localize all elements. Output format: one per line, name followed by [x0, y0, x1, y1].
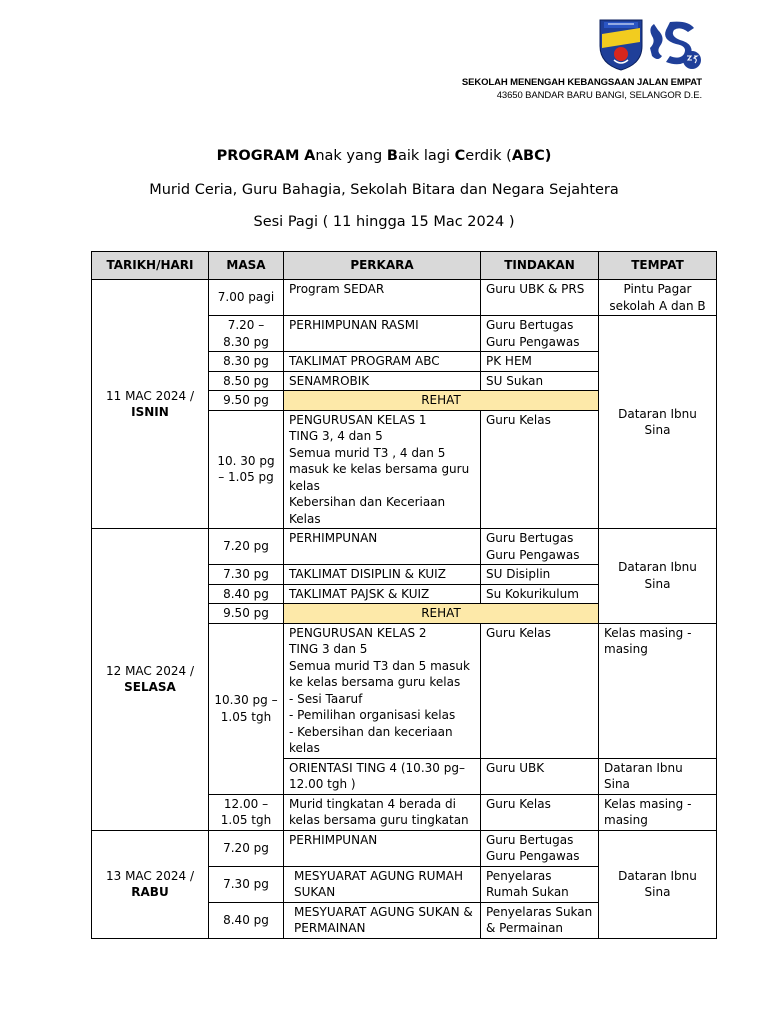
program-cap-c: C	[454, 148, 466, 164]
date-text: 11 MAC 2024 /	[105, 388, 195, 403]
anniversary-25-logo-icon	[650, 22, 701, 69]
program-subtitle: Murid Ceria, Guru Bahagia, Sekolah Bitara dan Negara Sejahtera	[149, 182, 619, 198]
tindakan-cell: Guru Bertugas Guru Pengawas	[481, 316, 599, 352]
school-crest-icon	[600, 20, 642, 70]
date-cell	[92, 280, 209, 529]
program-title	[0, 148, 768, 168]
program-text-1: nak yang	[315, 148, 387, 164]
perkara-cell: PENGURUSAN KELAS 1 TING 3, 4 dan 5 Semua murid T3 , 4 dan 5 masuk ke kelas bersama guru kelas Kebersihan dan Keceriaan Kelas	[284, 410, 481, 529]
masa-cell: 8.40 pg	[209, 584, 284, 604]
program-text-3: erdik (	[465, 148, 512, 164]
perkara-cell: MESYUARAT AGUNG SUKAN & PERMAINAN	[284, 902, 481, 938]
tindakan-cell: Guru Bertugas Guru Pengawas	[481, 830, 599, 866]
masa-cell: 7.20 pg	[209, 529, 284, 565]
day-text: SELASA	[124, 680, 176, 695]
masa-cell: 7.20 – 8.30 pg	[209, 316, 284, 352]
tindakan-cell: Guru Kelas	[481, 794, 599, 830]
perkara-cell: PERHIMPUNAN	[284, 529, 481, 565]
table-header-row	[92, 252, 717, 280]
perkara-cell: Program SEDAR	[284, 280, 481, 316]
tempat-cell: Dataran Ibnu Sina	[599, 830, 717, 938]
perkara-cell: ORIENTASI TING 4 (10.30 pg– 12.00 tgh )	[284, 758, 481, 794]
tempat-cell: Kelas masing - masing	[599, 623, 717, 758]
school-address: 43650 BANDAR BARU BANGI, SELANGOR D.E.	[496, 90, 702, 101]
perkara-cell: TAKLIMAT PAJSK & KUIZ	[284, 584, 481, 604]
schedule-table	[91, 251, 717, 939]
masa-cell: 8.30 pg	[209, 352, 284, 372]
perkara-cell: PENGURUSAN KELAS 2 TING 3 dan 5 Semua murid T3 dan 5 masuk ke kelas bersama guru kelas - Sesi Taaruf - Pemilihan organisasi kelas - Kebersihan dan keceriaan kelas	[284, 623, 481, 758]
session-dates: Sesi Pagi ( 11 hingga 15 Mac 2024 )	[253, 214, 515, 230]
header-perkara: PERKARA	[284, 252, 481, 280]
tindakan-cell: PK HEM	[481, 352, 599, 372]
tindakan-cell: Guru Kelas	[481, 410, 599, 529]
program-cap-a: A	[304, 148, 316, 164]
tempat-cell: Dataran Ibnu Sina	[599, 316, 717, 529]
table-row	[92, 280, 717, 316]
tindakan-cell: Guru UBK	[481, 758, 599, 794]
rehat-cell: REHAT	[284, 604, 599, 624]
date-text: 13 MAC 2024 /	[105, 868, 195, 883]
masa-cell: 9.50 pg	[209, 604, 284, 624]
date-cell	[92, 529, 209, 831]
masa-cell: 7.30 pg	[209, 565, 284, 585]
tindakan-cell: Su Kokurikulum	[481, 584, 599, 604]
program-text-2: aik lagi	[397, 148, 455, 164]
program-close: )	[544, 148, 552, 164]
perkara-cell: Murid tingkatan 4 berada di kelas bersama guru tingkatan	[284, 794, 481, 830]
program-abc: ABC	[511, 148, 545, 164]
school-header	[462, 77, 702, 101]
program-word: PROGRAM	[216, 148, 300, 164]
document-headings	[0, 148, 768, 234]
logo-group	[596, 16, 706, 72]
tempat-cell: Dataran Ibnu Sina	[599, 529, 717, 624]
masa-cell: 7.30 pg	[209, 866, 284, 902]
header-tindakan: TINDAKAN	[481, 252, 599, 280]
tempat-cell: Kelas masing - masing	[599, 794, 717, 830]
tindakan-cell: Penyelaras Rumah Sukan	[481, 866, 599, 902]
masa-cell: 7.20 pg	[209, 830, 284, 866]
header-masa: MASA	[209, 252, 284, 280]
perkara-cell: TAKLIMAT PROGRAM ABC	[284, 352, 481, 372]
date-text: 12 MAC 2024 /	[105, 663, 195, 678]
tindakan-cell: Penyelaras Sukan & Permainan	[481, 902, 599, 938]
logos	[596, 16, 706, 72]
rehat-cell: REHAT	[284, 391, 599, 411]
day-text: RABU	[131, 885, 169, 899]
masa-cell: 8.40 pg	[209, 902, 284, 938]
masa-cell: 7.00 pagi	[209, 280, 284, 316]
perkara-cell: PERHIMPUNAN RASMI	[284, 316, 481, 352]
header-tarikh: TARIKH/HARI	[92, 252, 209, 280]
masa-cell: 9.50 pg	[209, 391, 284, 411]
tindakan-cell: SU Sukan	[481, 371, 599, 391]
header-tempat: TEMPAT	[599, 252, 717, 280]
tempat-cell: Pintu Pagar sekolah A dan B	[599, 280, 717, 316]
tindakan-cell: Guru Kelas	[481, 623, 599, 758]
masa-cell: 10. 30 pg – 1.05 pg	[209, 410, 284, 529]
tempat-cell: Dataran Ibnu Sina	[599, 758, 717, 794]
date-cell	[92, 830, 209, 938]
program-cap-b: B	[386, 148, 398, 164]
masa-cell: 12.00 – 1.05 tgh	[209, 794, 284, 830]
masa-cell: 10.30 pg – 1.05 tgh	[209, 623, 284, 794]
perkara-cell: TAKLIMAT DISIPLIN & KUIZ	[284, 565, 481, 585]
tindakan-cell: Guru Bertugas Guru Pengawas	[481, 529, 599, 565]
school-name: SEKOLAH MENENGAH KEBANGSAAN JALAN EMPAT	[461, 77, 702, 88]
perkara-cell: MESYUARAT AGUNG RUMAH SUKAN	[284, 866, 481, 902]
tindakan-cell: Guru UBK & PRS	[481, 280, 599, 316]
table-row	[92, 830, 717, 866]
perkara-cell: PERHIMPUNAN	[284, 830, 481, 866]
masa-cell: 8.50 pg	[209, 371, 284, 391]
table-row	[92, 529, 717, 565]
tindakan-cell: SU Disiplin	[481, 565, 599, 585]
day-text: ISNIN	[131, 405, 169, 419]
perkara-cell: SENAMROBIK	[284, 371, 481, 391]
